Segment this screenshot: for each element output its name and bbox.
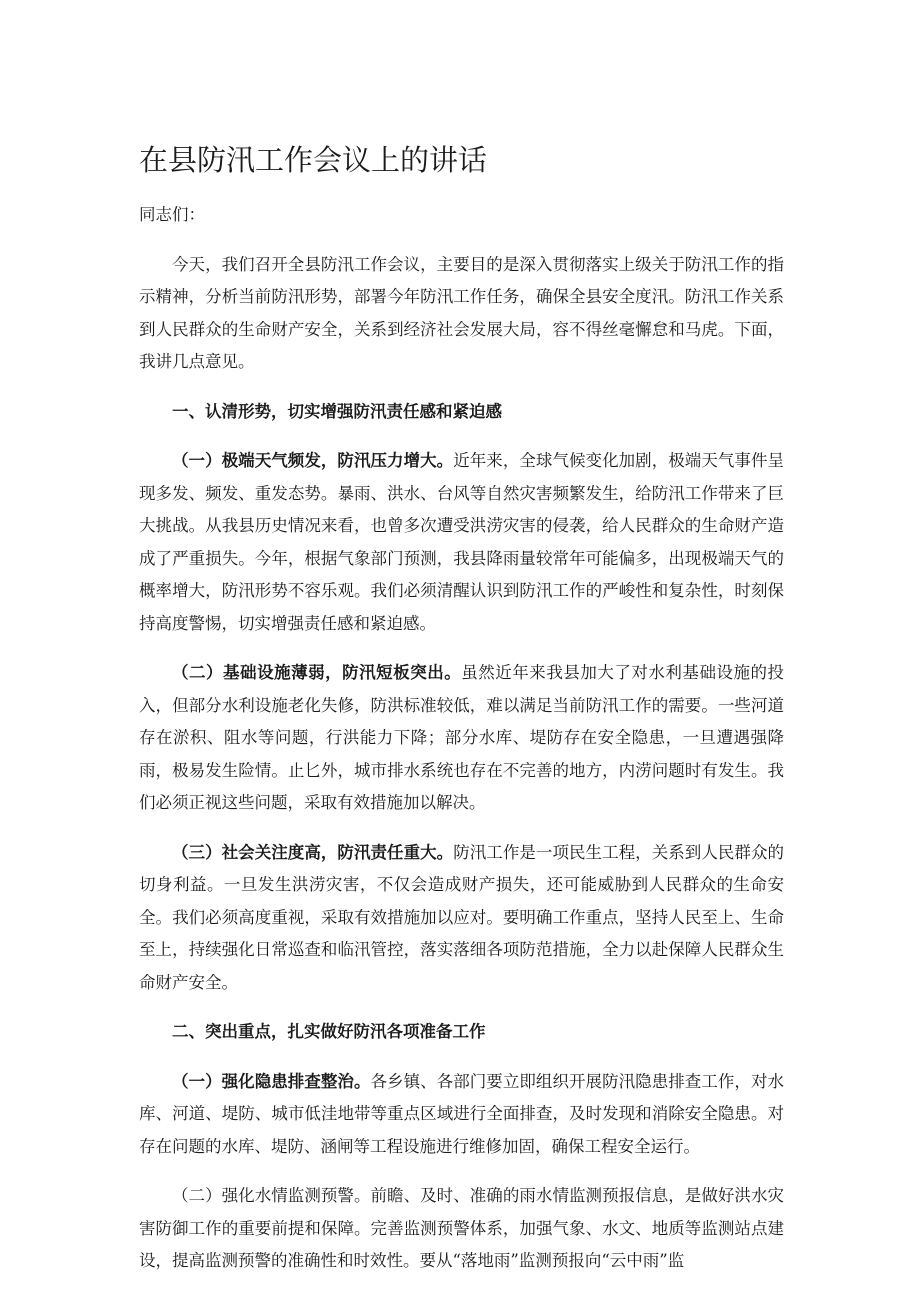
section-1-item-3 (139, 837, 784, 1000)
item-body: （二）强化水情监测预警。前瞻、及时、准确的雨水情监测预报信息，是做好洪水灾害防御工作的重要前提和保障。完善监测预警体系，加强气象、水文、地质等监测站点建设，提高监测预警的准确性和时效性。要从“落地雨”监测预报向“云中雨”监 (139, 1186, 784, 1270)
section-2-item-2 (139, 1180, 784, 1278)
item-lead: （一）极端天气频发，防汛压力增大。 (172, 451, 454, 470)
item-body: 近年来，全球气候变化加剧，极端天气事件呈现多发、频发、重发态势。暴雨、洪水、台风等自然灾害频繁发生，给防汛工作带来了巨大挑战。从我县历史情况来看，也曾多次遭受洪涝灾害的侵袭，给人民群众的生命财产造成了严重损失。今年，根据气象部门预测，我县降雨量较常年可能偏多，出现极端天气的概率增大，防汛形势不容乐观。我们必须清醒认识到防汛工作的严峻性和复杂性，时刻保持高度警惕，切实增强责任感和紧迫感。 (139, 451, 785, 633)
intro-paragraph: 今天，我们召开全县防汛工作会议，主要目的是深入贯彻落实上级关于防汛工作的指示精神，分析当前防汛形势，部署今年防汛工作任务，确保全县安全度汛。防汛工作关系到人民群众的生命财产安全，关系到经济社会发展大局，容不得丝毫懈怠和马虎。下面，我讲几点意见。 (139, 254, 784, 371)
document-title: 在县防汛工作会议上的讲话 (139, 143, 488, 177)
item-body: 各乡镇、各部门要立即组织开展防汛隐患排查工作，对水库、河道、堤防、城市低洼地带等重点区域进行全面排查，及时发现和消除安全隐患。对存在问题的水库、堤防、涵闸等工程设施进行维修加固，确保工程安全运行。 (139, 1071, 785, 1156)
item-lead: （二）基础设施薄弱，防汛短板突出。 (172, 663, 462, 682)
section-1-heading: 一、认清形势，切实增强防汛责任感和紧迫感 (172, 401, 502, 421)
section-1-item-1 (139, 445, 784, 640)
item-lead: （三）社会关注度高，防汛责任重大。 (172, 842, 454, 862)
section-1-item-2 (139, 657, 784, 820)
item-lead: （一）强化隐患排查整治。 (172, 1071, 371, 1091)
item-body: 防汛工作是一项民生工程，关系到人民群众的切身利益。一旦发生洪涝灾害，不仅会造成财产损失，还可能威胁到人民群众的生命安全。我们必须高度重视，采取有效措施加以应对。要明确工作重点，坚持人民至上、生命至上，持续强化日常巡查和临汛管控，落实落细各项防范措施，全力以赴保障人民群众生命财产安全。 (139, 842, 785, 992)
section-2-heading: 二、突出重点，扎实做好防汛各项准备工作 (172, 1022, 486, 1041)
section-2-item-1 (139, 1066, 784, 1164)
item-body: 虽然近年来我县加大了对水利基础设施的投入，但部分水利设施老化失修，防洪标准较低，难以满足当前防汛工作的需要。一些河道存在淤积、阻水等问题，行洪能力下降；部分水库、堤防存在安全隐患，一旦遭遇强降雨，极易发生险情。止匕外，城市排水系统也存在不完善的地方，内涝问题时有发生。我们必须正视这些问题，采取有效措施加以解决。 (139, 663, 785, 812)
document-body (139, 199, 784, 1295)
greeting: 同志们： (139, 205, 205, 224)
